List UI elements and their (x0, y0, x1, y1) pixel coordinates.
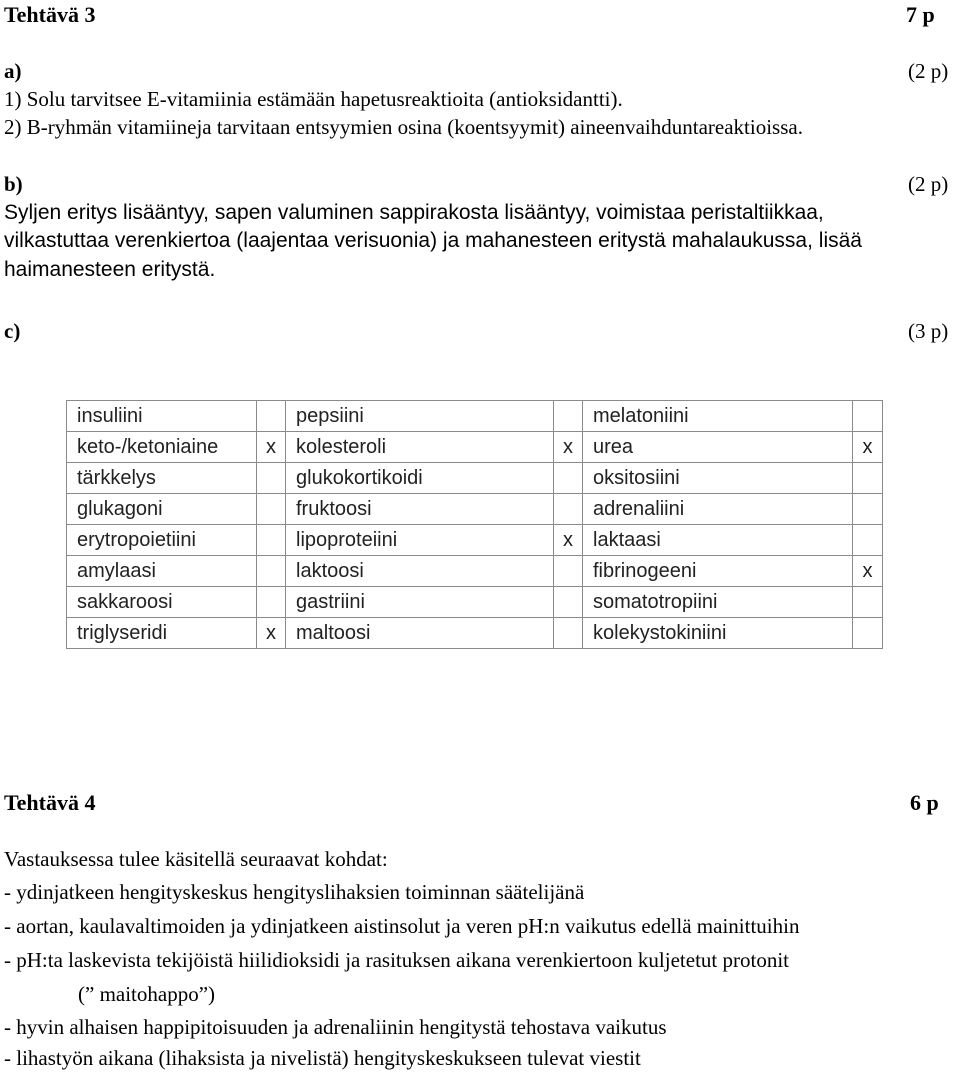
part-a-points: (2 p) (908, 59, 949, 83)
table-name-cell: kolesteroli (286, 432, 554, 463)
table-mark-cell: x (257, 618, 286, 649)
task4-item: - ydinjatkeen hengityskeskus hengityslihaksien toiminnan säätelijänä (4, 880, 585, 904)
table-name-cell: tärkkelys (67, 463, 257, 494)
table-mark-cell: x (853, 556, 883, 587)
part-a-label: a) (4, 59, 22, 83)
task4-item: - hyvin alhaisen happipitoisuuden ja adrenaliinin hengitystä tehostava vaikutus (4, 1015, 667, 1039)
table-name-cell: amylaasi (67, 556, 257, 587)
table-name-cell: melatoniini (583, 401, 853, 432)
part-c-label: c) (4, 319, 21, 343)
table-name-cell: somatotropiini (583, 587, 853, 618)
table-mark-cell (257, 494, 286, 525)
table-name-cell: urea (583, 432, 853, 463)
table-mark-cell: x (257, 432, 286, 463)
table-name-cell: laktaasi (583, 525, 853, 556)
table-mark-cell (554, 618, 583, 649)
task4-item: - aortan, kaulavaltimoiden ja ydinjatkeen aistinsolut ja veren pH:n vaikutus edellä mainittuihin (4, 914, 800, 938)
table-mark-cell (853, 401, 883, 432)
part-b-line: haimanesteen eritystä. (4, 258, 216, 281)
table-name-cell: fruktoosi (286, 494, 554, 525)
table-name-cell: laktoosi (286, 556, 554, 587)
task3-title: Tehtävä 3 (4, 2, 96, 27)
table-name-cell: kolekystokiniini (583, 618, 853, 649)
part-a-line: 1) Solu tarvitsee E-vitamiinia estämään hapetusreaktioita (antioksidantti). (4, 87, 623, 111)
table-name-cell: keto-/ketoniaine (67, 432, 257, 463)
table-mark-cell (554, 556, 583, 587)
table-row (67, 556, 883, 587)
table-name-cell: adrenaliini (583, 494, 853, 525)
table-row (67, 494, 883, 525)
task4-points: 6 p (910, 790, 939, 815)
table-mark-cell (853, 618, 883, 649)
table-mark-cell (257, 463, 286, 494)
classification-table (66, 400, 882, 642)
table-name-cell: glukokortikoidi (286, 463, 554, 494)
table-row (67, 401, 883, 432)
table-name-cell: sakkaroosi (67, 587, 257, 618)
table-mark-cell (257, 556, 286, 587)
table-mark-cell (257, 587, 286, 618)
table-mark-cell (554, 587, 583, 618)
table-mark-cell (554, 463, 583, 494)
table-name-cell: glukagoni (67, 494, 257, 525)
table-name-cell: triglyseridi (67, 618, 257, 649)
table-name-cell: pepsiini (286, 401, 554, 432)
task4-title: Tehtävä 4 (4, 790, 96, 815)
part-c-points: (3 p) (908, 319, 949, 343)
table-name-cell: fibrinogeeni (583, 556, 853, 587)
table-mark-cell (257, 525, 286, 556)
table-name-cell: maltoosi (286, 618, 554, 649)
table-name-cell: erytropoietiini (67, 525, 257, 556)
task4-intro: Vastauksessa tulee käsitellä seuraavat kohdat: (4, 847, 388, 871)
part-b-line: Syljen eritys lisääntyy, sapen valuminen sappirakosta lisääntyy, voimistaa peristaltiikkaa, (4, 201, 824, 224)
table-name-cell: lipoproteiini (286, 525, 554, 556)
table-mark-cell: x (554, 432, 583, 463)
table-mark-cell (853, 587, 883, 618)
table-mark-cell (554, 494, 583, 525)
table-name-cell: gastriini (286, 587, 554, 618)
part-b-label: b) (4, 172, 23, 196)
task4-item: - pH:ta laskevista tekijöistä hiilidioksidi ja rasituksen aikana verenkiertoon kuljetetut protonit (4, 948, 789, 972)
table-name-cell: insuliini (67, 401, 257, 432)
table-row (67, 463, 883, 494)
task4-item-continuation: (” maitohappo”) (78, 982, 216, 1006)
part-a-line: 2) B-ryhmän vitamiineja tarvitaan entsyymien osina (koentsyymit) aineenvaihduntareaktioissa. (4, 115, 803, 139)
task3-points: 7 p (906, 2, 935, 27)
table-mark-cell: x (853, 432, 883, 463)
table-mark-cell (853, 463, 883, 494)
table-mark-cell (257, 401, 286, 432)
table-row (67, 587, 883, 618)
part-b-line: vilkastuttaa verenkiertoa (laajentaa verisuonia) ja mahanesteen eritystä mahalaukussa, lisää (4, 229, 862, 252)
table-mark-cell (554, 401, 583, 432)
table-row (67, 525, 883, 556)
table-mark-cell: x (554, 525, 583, 556)
table-mark-cell (853, 494, 883, 525)
table-mark-cell (853, 525, 883, 556)
task4-item: - lihastyön aikana (lihaksista ja nivelistä) hengityskeskukseen tulevat viestit (4, 1046, 641, 1070)
table-row (67, 432, 883, 463)
table-row (67, 618, 883, 649)
part-b-points: (2 p) (908, 172, 949, 196)
table-name-cell: oksitosiini (583, 463, 853, 494)
